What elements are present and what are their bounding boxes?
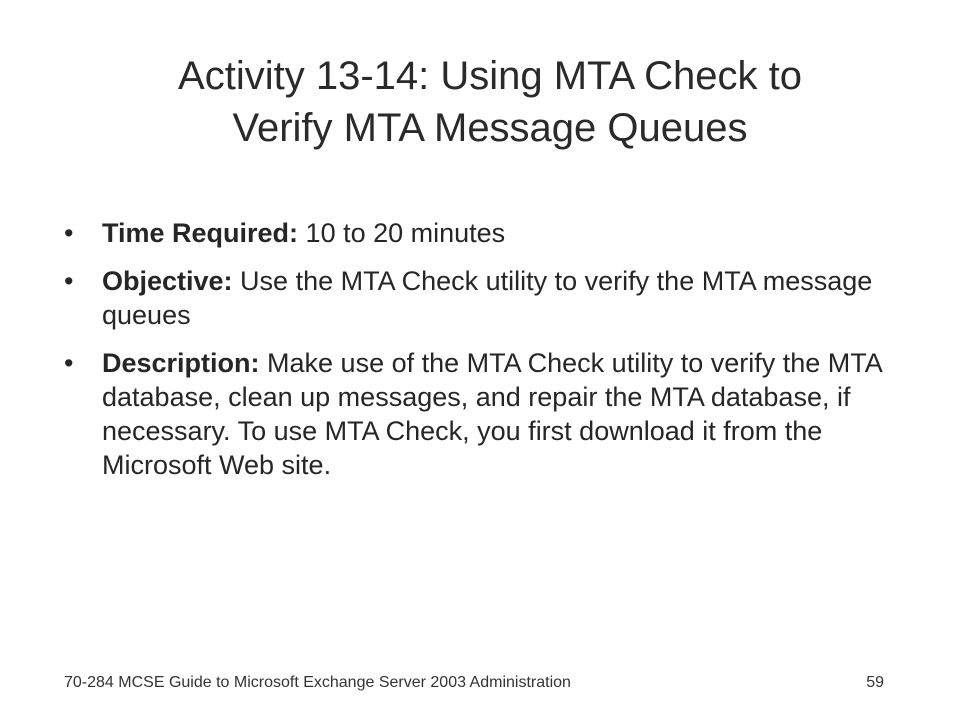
bullet-list — [64, 216, 894, 496]
bullet-text: Use the MTA Check utility to verify the MTA message queues — [102, 266, 873, 330]
bullet-dot-icon: • — [64, 266, 74, 296]
bullet-time-required — [64, 216, 894, 250]
bullet-dot-icon: • — [64, 348, 74, 378]
bullet-label: Description: — [102, 348, 260, 378]
slide-title-line-2: Verify MTA Message Queues — [232, 106, 748, 150]
slide-title-line-1: Activity 13-14: Using MTA Check to — [178, 54, 802, 98]
bullet-text: Make use of the MTA Check utility to verify the MTA database, clean up messages, and repair the MTA database, if necessary. To use MTA Check, you first download it from the Microsoft Web site. — [102, 348, 882, 480]
bullet-description — [64, 346, 894, 482]
bullet-dot-icon: • — [64, 218, 74, 248]
slide-title — [60, 50, 920, 154]
footer-course-title: 70-284 MCSE Guide to Microsoft Exchange Server 2003 Administration — [64, 674, 571, 691]
bullet-text: 10 to 20 minutes — [298, 218, 506, 248]
bullet-objective — [64, 264, 894, 332]
footer-page-number: 59 — [866, 674, 884, 691]
bullet-label: Time Required: — [102, 218, 299, 248]
bullet-label: Objective: — [102, 266, 233, 296]
